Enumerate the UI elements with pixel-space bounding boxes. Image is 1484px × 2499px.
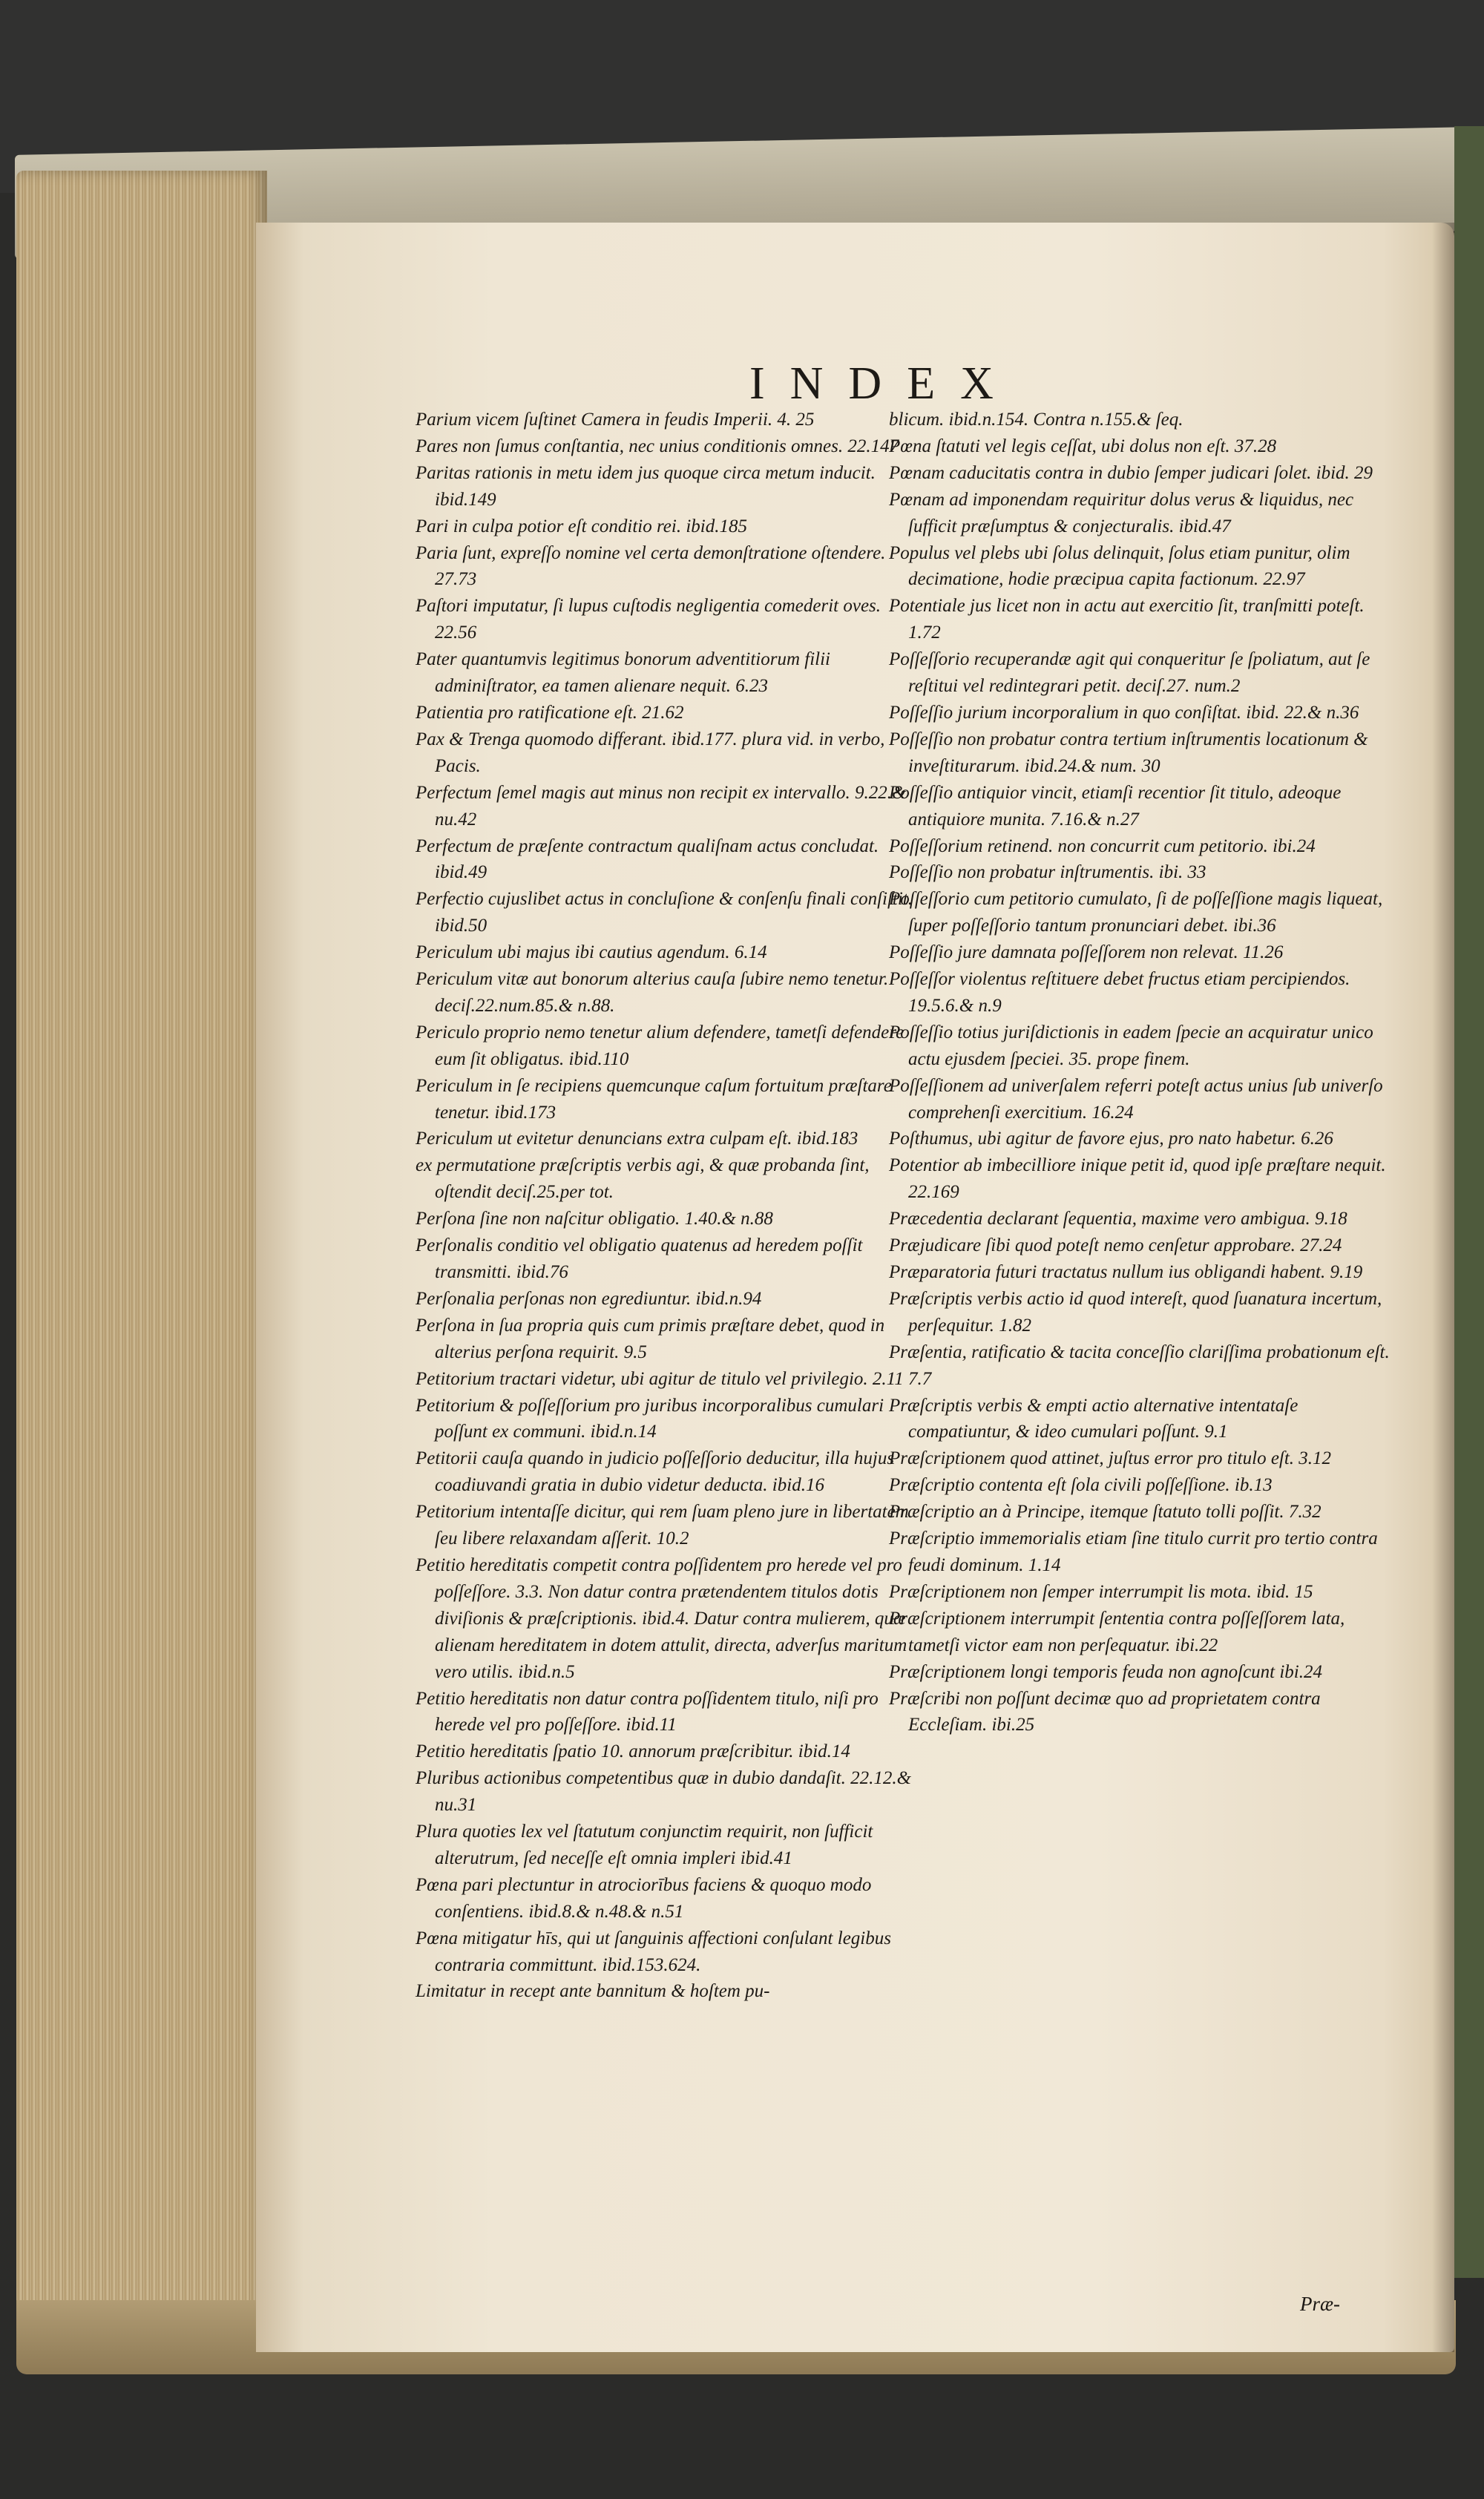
index-entry: Perſona in ſua propria quis cum primis præſtare debet, quod in alterius perſona requirit. 9.5: [416, 1315, 885, 1362]
index-entry: Præſcriptionem quod attinet, juſtus error pro titulo eſt. 3.12: [889, 1448, 1332, 1469]
index-entry: Plura quoties lex vel ſtatutum conjunctim requirit, non ſufficit alterutrum, ſed neceſſe eſt omnia impleri ibid.41: [416, 1822, 873, 1868]
index-entry: Poſſeſſor violentus reſtituere debet fructus etiam percipiendos. 19.5.6.& n.9: [889, 969, 1350, 1016]
index-entry: Præſcriptio immemorialis etiam ſine titulo currit pro tertio contra feudi dominum. 1.14: [889, 1528, 1378, 1575]
index-entry: Pœnam caducitatis contra in dubio ſemper judicari ſolet. ibid. 29: [889, 462, 1373, 483]
index-entry: Pœna ſtatuti vel legis ceſſat, ubi dolus non eſt. 37.28: [889, 436, 1277, 456]
page-title: INDEX: [749, 358, 1019, 409]
index-entry: Poſſeſſio antiquior vincit, etiamſi recentior ſit titulo, adeoque antiquiore munita. 7.16.& n.27: [889, 782, 1342, 830]
index-column-left: [416, 407, 920, 2005]
index-entry: Poſſeſſorio cum petitorio cumulato, ſi de poſſeſſione magis liqueat, ſuper poſſeſſorio tantum pronunciari debet. ibi.36: [889, 889, 1383, 936]
index-column-right: [889, 407, 1393, 1738]
index-entry: Præſcriptionem longi temporis feuda non agnoſcunt ibi.24: [889, 1661, 1322, 1682]
index-entry: Pater quantumvis legitimus bonorum adventitiorum filii adminiſtrator, ea tamen alienare nequit. 6.23: [416, 649, 830, 697]
index-entry: Præſcriptis verbis & empti actio alternative intentataſe compatiuntur, & ideo cumulari poſſunt. 9.1: [889, 1395, 1298, 1442]
index-entry: Limitatur in recept ante bannitum & hoſtem pu-: [416, 1981, 770, 2002]
index-entry: Perſona ſine non naſcitur obligatio. 1.40.& n.88: [416, 1209, 773, 1229]
index-entry: Petitorii cauſa quando in judicio poſſeſſorio deducitur, illa hujus coadiuvandi gratia in dubio videtur deducta. ibid.16: [416, 1448, 895, 1496]
index-entry: Poſſeſſorium retinend. non concurrit cum petitorio. ibi.24: [889, 835, 1316, 856]
index-entry: Poſſeſſorio recuperandæ agit qui conqueritur ſe ſpoliatum, aut ſe reſtitui vel redintegrari petit. deciſ.27. num.2: [889, 649, 1370, 697]
index-entry: Populus vel plebs ubi ſolus delinquit, ſolus etiam punitur, olim decimatione, hodie præcipua capita factionum. 22.97: [889, 542, 1350, 590]
index-entry: Pœnam ad imponendam requiritur dolus verus & liquidus, nec ſufficit præſumptus & conjecturalis. ibid.47: [889, 489, 1354, 536]
index-entry: Periculum in ſe recipiens quemcunque caſum fortuitum præſtare tenetur. ibid.173: [416, 1075, 892, 1123]
index-entry: Præſcriptio contenta eſt ſola civili poſſeſſione. ib.13: [889, 1475, 1273, 1496]
index-entry: Paſtori imputatur, ſi lupus cuſtodis negligentia comederit oves. 22.56: [416, 596, 881, 643]
index-entry: Præcedentia declarant ſequentia, maxime vero ambigua. 9.18: [889, 1209, 1347, 1229]
index-entry: Poſſeſſionem ad univerſalem referri poteſt actus unius ſub univerſo comprehenſi exercitium. 16.24: [889, 1075, 1383, 1123]
index-entry: Poſſeſſio totius juriſdictionis in eadem ſpecie an acquiratur unico actu ejusdem ſpeciei. 35. prope finem.: [889, 1022, 1373, 1069]
catchword: Præ-: [1300, 2293, 1340, 2315]
index-entry: Petitio hereditatis ſpatio 10. annorum præſcribitur. ibid.14: [416, 1741, 850, 1762]
index-entry: Paria ſunt, expreſſo nomine vel certa demonſtratione oſtendere. 27.73: [416, 542, 886, 590]
index-entry: Petitorium intentaſſe dicitur, qui rem ſuam pleno jure in libertatem ſeu libere relaxandam aſſerit. 10.2: [416, 1502, 909, 1549]
index-entry: Paritas rationis in metu idem jus quoque circa metum inducit. ibid.149: [416, 462, 876, 510]
index-entry: Periculum ut evitetur denuncians extra culpam eſt. ibid.183: [416, 1129, 858, 1149]
index-entry: Perfectum de præſente contractum qualiſnam actus concludat. ibid.49: [416, 835, 879, 883]
index-entry: Præſcribi non poſſunt decimæ quo ad proprietatem contra Eccleſiam. ibi.25: [889, 1688, 1321, 1735]
index-entry: Perfectum ſemel magis aut minus non recipit ex intervallo. 9.22.& nu.42: [416, 782, 907, 830]
index-entry: Perſonalia perſonas non egrediuntur. ibid.n.94: [416, 1288, 762, 1309]
index-entry: Potentior ab imbecilliore inique petit id, quod ipſe præſtare nequit. 22.169: [889, 1155, 1386, 1203]
index-entry: Patientia pro ratificatione eſt. 21.62: [416, 702, 684, 723]
index-entry: Petitorium & poſſeſſorium pro juribus incorporalibus cumulari poſſunt ex communi. ibid.n.14: [416, 1395, 884, 1442]
page-curl-shadow: [1432, 223, 1454, 2352]
index-entry: Petitorium tractari videtur, ubi agitur de titulo vel privilegio. 2.11: [416, 1368, 904, 1389]
index-entry: Petitio hereditatis non datur contra poſſidentem titulo, niſi pro herede vel pro poſſeſſore. ibid.11: [416, 1688, 879, 1735]
index-entry: Potentiale jus licet non in actu aut exercitio ſit, tranſmitti poteſt. 1.72: [889, 596, 1365, 643]
index-entry: Pluribus actionibus competentibus quæ in dubio dandaſit. 22.12.& nu.31: [416, 1768, 912, 1816]
index-entry: Præſcriptis verbis actio id quod intereſt, quod ſuanatura incertum, perſequitur. 1.82: [889, 1288, 1382, 1336]
index-entry: Pœna pari plectuntur in atrociorībus faciens & quoquo modo conſentiens. ibid.8.& n.48.& n.51: [416, 1874, 872, 1922]
index-entry: Poſſeſſio non probatur inſtrumentis. ibi. 33: [889, 862, 1206, 883]
page-edges-left: [16, 171, 267, 2367]
index-entry: Perfectio cujuslibet actus in concluſione & conſenſu finali conſiſtit. ibid.50: [416, 889, 913, 936]
index-entry: Pax & Trenga quomodo differant. ibid.177. plura vid. in verbo, Pacis.: [416, 729, 885, 776]
index-entry: Poſſeſſio non probatur contra tertium inſtrumentis locationum & inveſtiturarum. ibid.24.& num. 30: [889, 729, 1368, 776]
index-entry: Præſentia, ratificatio & tacita conceſſio clariſſima probationum eſt. 7.7: [889, 1342, 1390, 1389]
index-entry: Poſſeſſio jurium incorporalium in quo conſiſtat. ibid. 22.& n.36: [889, 702, 1359, 723]
index-entry: Perſonalis conditio vel obligatio quatenus ad heredem poſſit transmitti. ibid.76: [416, 1235, 863, 1282]
index-entry: blicum. ibid.n.154. Contra n.155.& ſeq.: [889, 410, 1183, 430]
cover-binding: [1454, 126, 1484, 2278]
index-entry: Præſcriptionem interrumpit ſententia contra poſſeſſorem lata, tametſi victor eam non perſequatur. ibi.22: [889, 1608, 1345, 1655]
index-entry: Pari in culpa potior eſt conditio rei. ibid.185: [416, 516, 747, 536]
index-entry: Præſcriptio an à Principe, itemque ſtatuto tolli poſſit. 7.32: [889, 1502, 1322, 1523]
index-entry: Poſthumus, ubi agitur de favore ejus, pro nato habetur. 6.26: [889, 1129, 1333, 1149]
index-entry: Pares non ſumus conſtantia, nec unius conditionis omnes. 22.147: [416, 436, 899, 456]
index-entry: Periculum ubi majus ibi cautius agendum. 6.14: [416, 942, 767, 963]
index-entry: Periculo proprio nemo tenetur alium defendere, tametſi defendere eum ſit obligatus. ibid.110: [416, 1022, 904, 1069]
index-entry: Periculum vitæ aut bonorum alterius cauſa ſubire nemo tenetur. deciſ.22.num.85.& n.88.: [416, 969, 889, 1016]
index-entry: Præſcriptionem non ſemper interrumpit lis mota. ibid. 15: [889, 1581, 1313, 1602]
index-entry: Pœna mitigatur hīs, qui ut ſanguinis affectioni conſulant legibus contraria committunt. ibid.153.624.: [416, 1928, 891, 1975]
index-entry: Præparatoria futuri tractatus nullum ius obligandi habent. 9.19: [889, 1262, 1363, 1282]
index-entry: Poſſeſſio jure damnata poſſeſſorem non relevat. 11.26: [889, 942, 1284, 963]
index-entry: Petitio hereditatis competit contra poſſidentem pro herede vel pro poſſeſſore. 3.3. Non datur contra prætendentem titulos dotis diviſionis & præſcriptionis. ibid.4. Datur contra mulierem, quæ alienam hereditatem in dotem attulit, directa, adverſus maritum vero utilis. ibid.n.5: [416, 1554, 907, 1682]
index-entry: ex permutatione præſcriptis verbis agi, & quæ probanda ſint, oſtendit deciſ.25.per tot.: [416, 1155, 870, 1203]
index-entry: Præjudicare ſibi quod poteſt nemo cenſetur approbare. 27.24: [889, 1235, 1342, 1256]
index-entry: Parium vicem ſuſtinet Camera in feudis Imperii. 4. 25: [416, 410, 815, 430]
